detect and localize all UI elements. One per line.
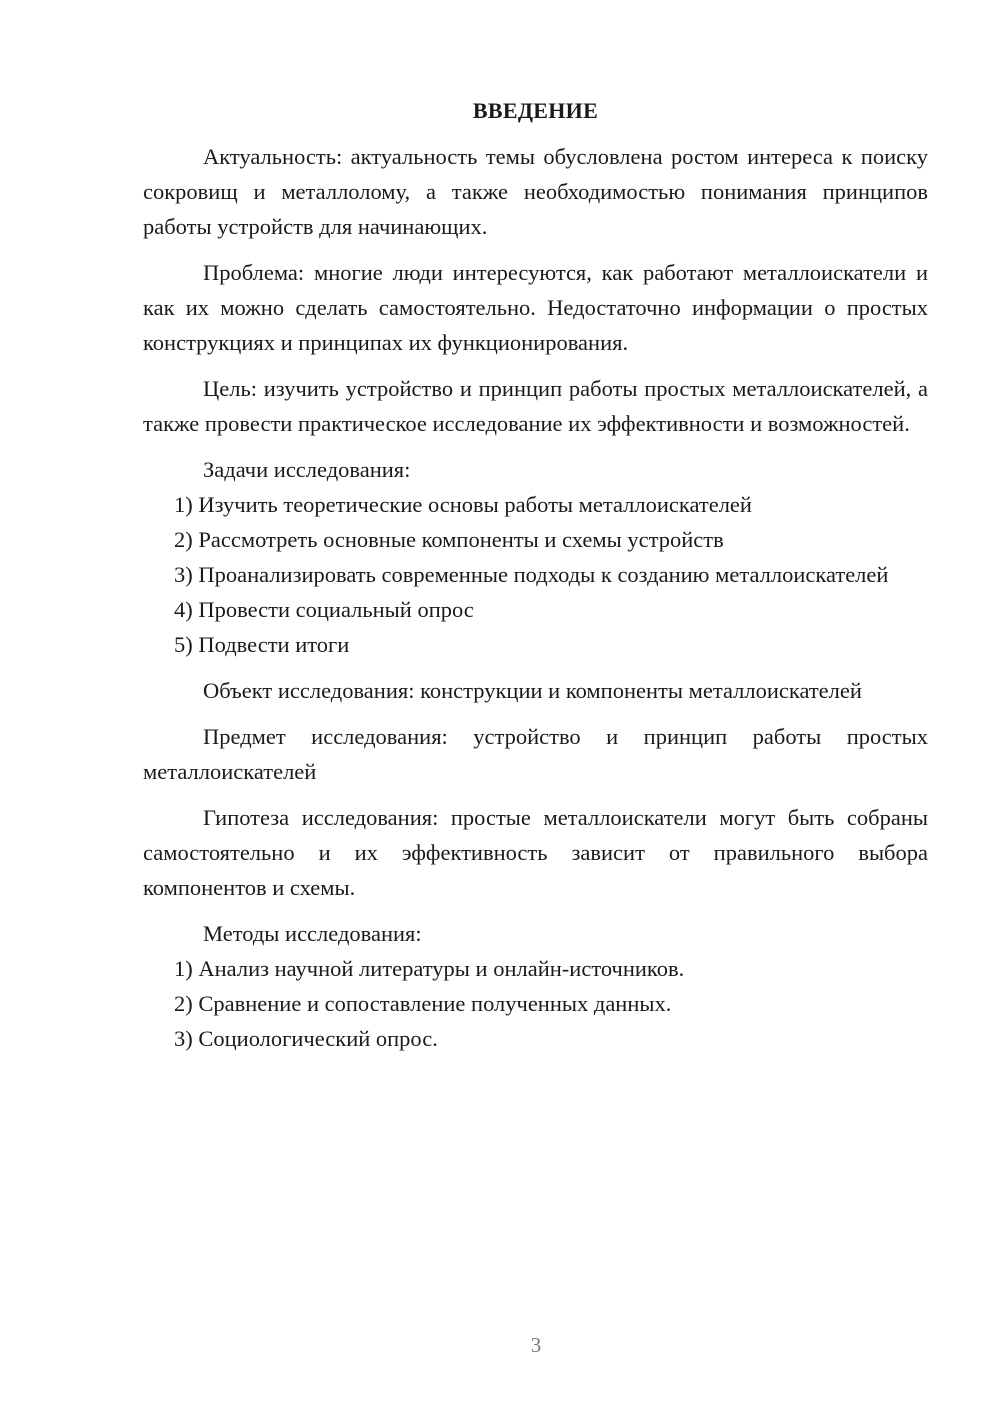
page-content bbox=[143, 93, 928, 1056]
relevance-paragraph: Актуальность: актуальность темы обусловлена ростом интереса к поиску сокровищ и металлолому, а также необходимостью понимания принципов работы устройств для начинающих. bbox=[143, 144, 928, 239]
object-paragraph: Объект исследования: конструкции и компоненты металлоискателей bbox=[203, 678, 862, 703]
method-item: 3) Социологический опрос. bbox=[174, 1026, 438, 1051]
method-item: 1) Анализ научной литературы и онлайн-источников. bbox=[174, 956, 685, 981]
task-item: 5) Подвести итоги bbox=[174, 632, 350, 657]
goal-paragraph: Цель: изучить устройство и принцип работы простых металлоискателей, а также провести практическое исследование их эффективности и возможностей. bbox=[143, 376, 928, 436]
method-item: 2) Сравнение и сопоставление полученных данных. bbox=[174, 991, 672, 1016]
subject-paragraph: Предмет исследования: устройство и принцип работы простых металлоискателей bbox=[143, 724, 928, 784]
tasks-heading: Задачи исследования: bbox=[203, 457, 411, 482]
section-title: ВВЕДЕНИЕ bbox=[472, 98, 599, 123]
hypothesis-paragraph: Гипотеза исследования: простые металлоискатели могут быть собраны самостоятельно и их эффективность зависит от правильного выбора компонентов и схемы. bbox=[143, 805, 928, 900]
methods-heading: Методы исследования: bbox=[203, 921, 422, 946]
task-item: 2) Рассмотреть основные компоненты и схемы устройств bbox=[174, 527, 724, 552]
task-item: 1) Изучить теоретические основы работы металлоискателей bbox=[174, 492, 752, 517]
task-item: 3) Проанализировать современные подходы к созданию металлоискателей bbox=[174, 562, 889, 587]
problem-paragraph: Проблема: многие люди интересуются, как работают металлоискатели и как их можно сделать самостоятельно. Недостаточно информации о простых конструкциях и принципах их функционирования. bbox=[143, 260, 928, 355]
task-item: 4) Провести социальный опрос bbox=[174, 597, 474, 622]
page-number: 3 bbox=[530, 1333, 542, 1357]
